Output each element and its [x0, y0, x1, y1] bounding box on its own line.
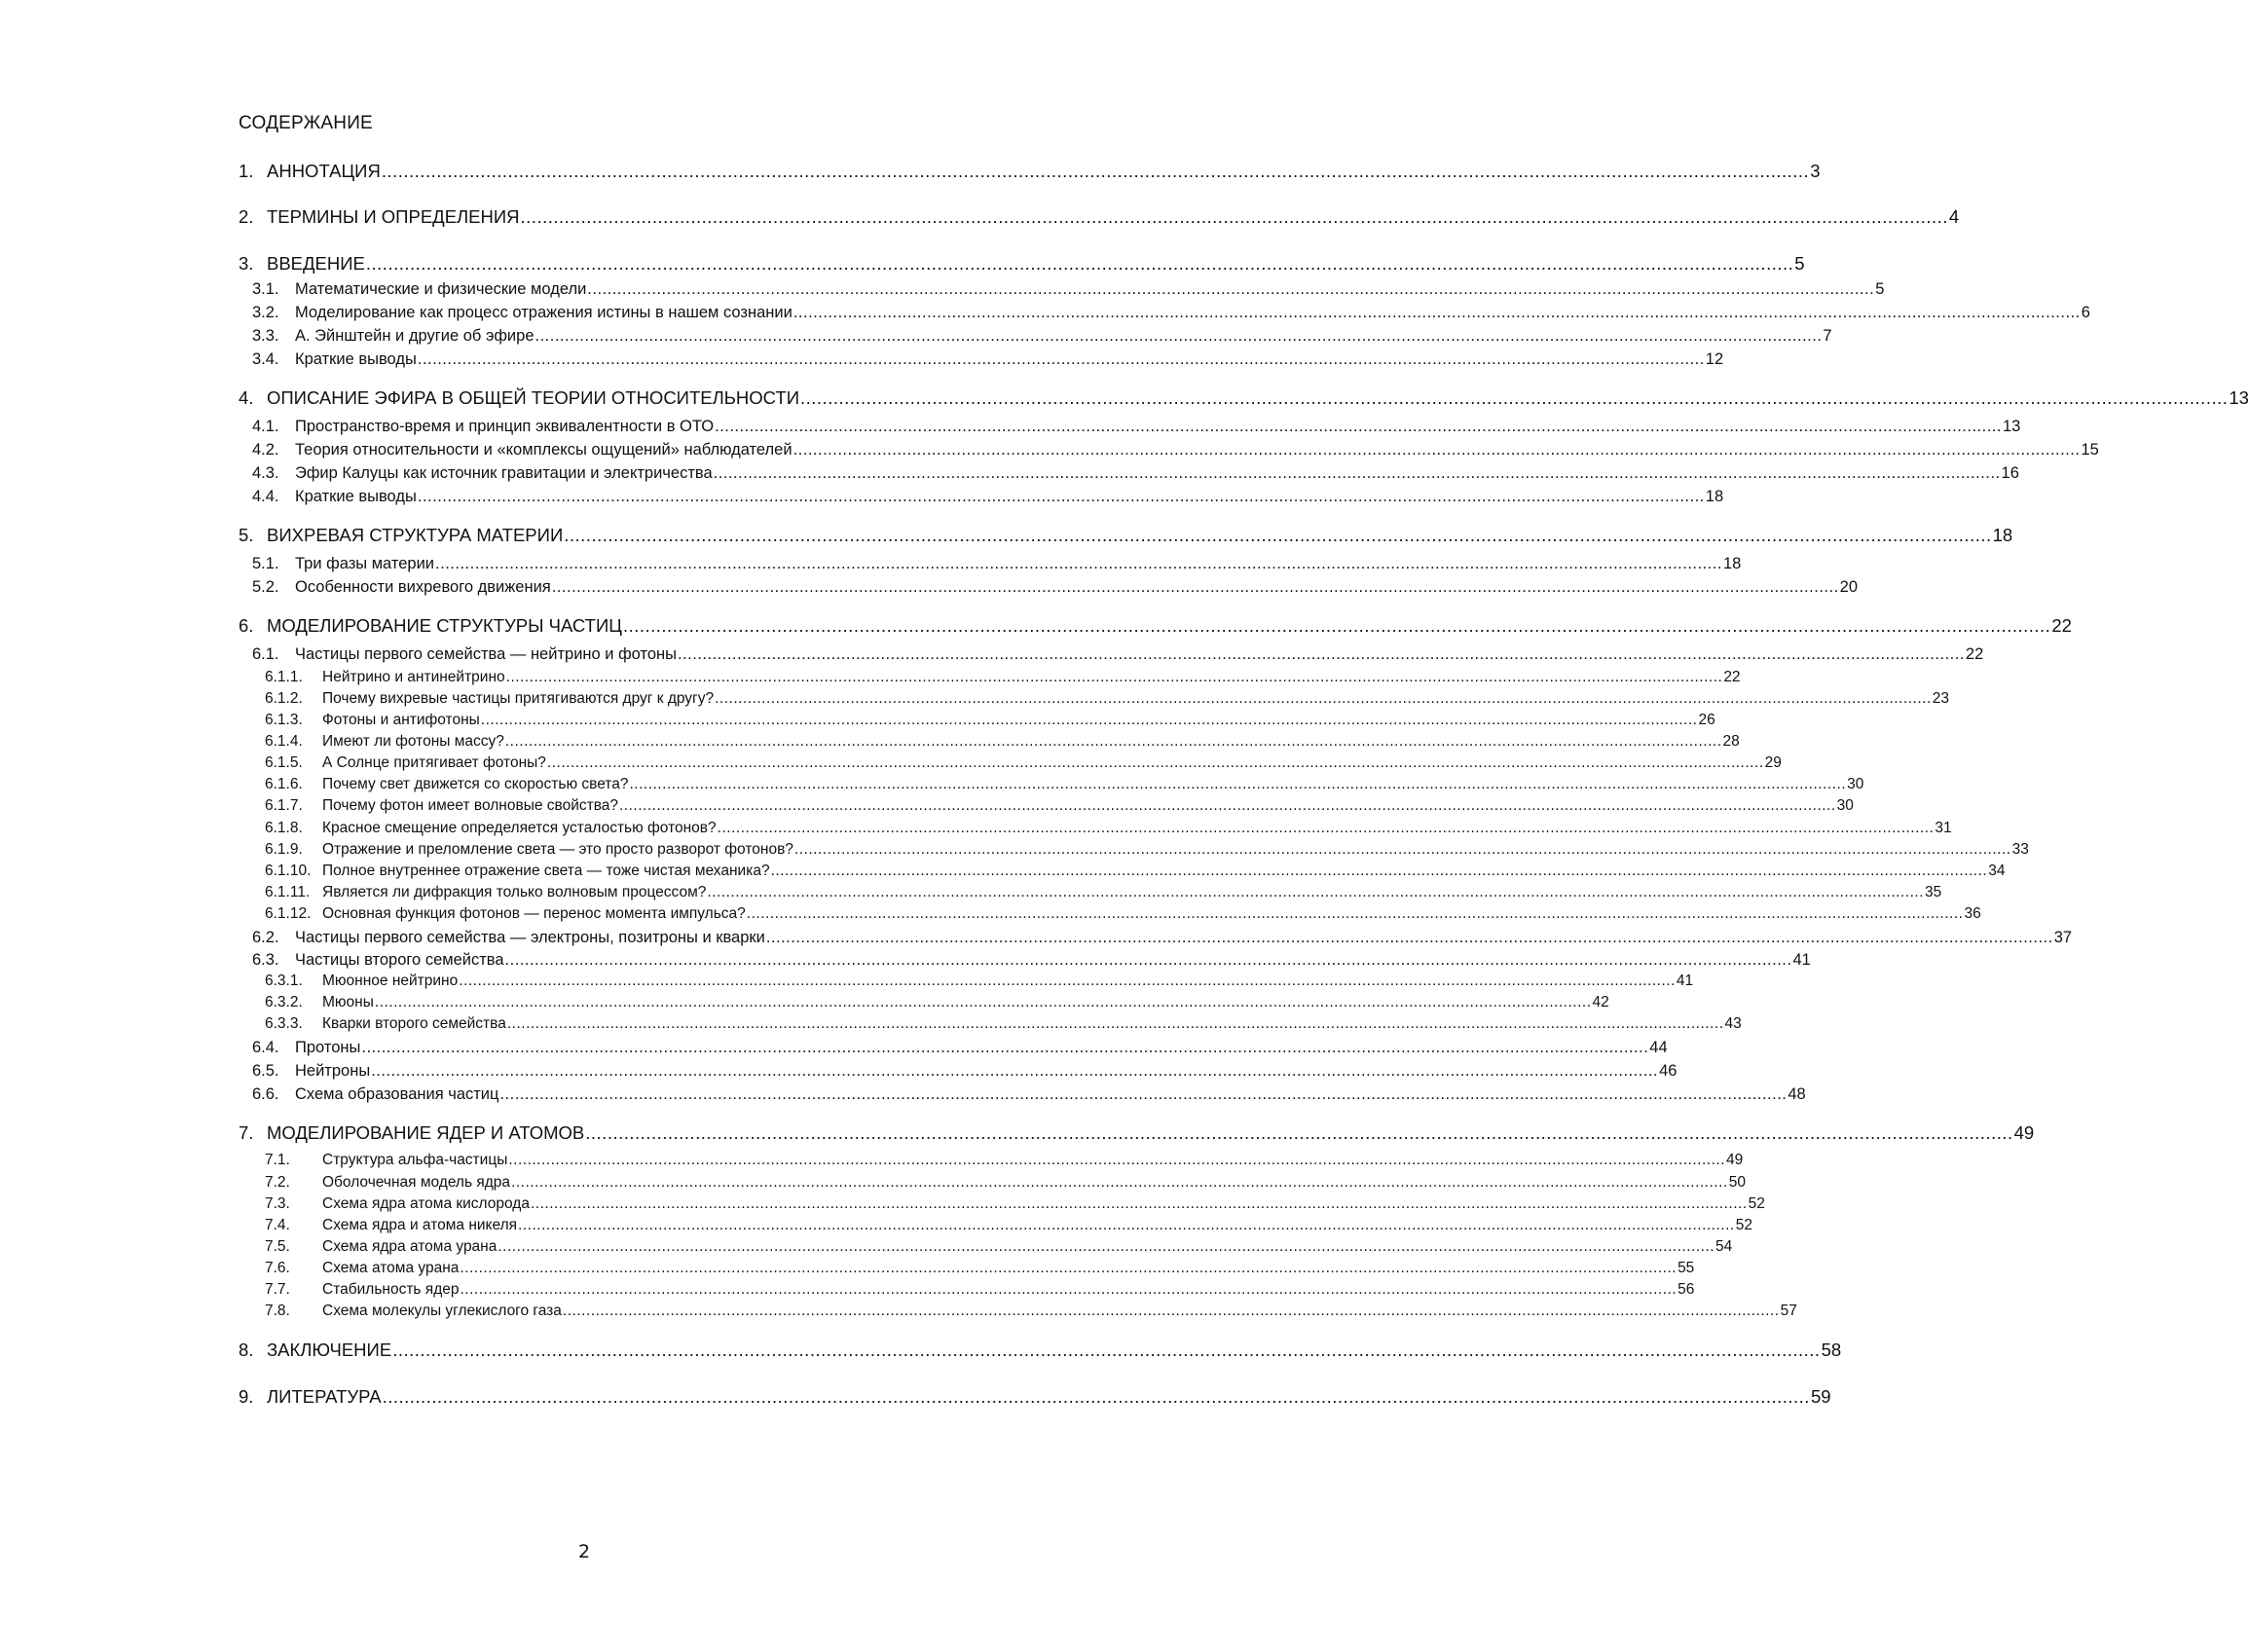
toc-leader-dots: ....................................................................................................................................................................................................................................................................	[371, 1062, 1659, 1080]
toc-leader-dots: ....................................................................................................................................................................................................................................................................	[518, 1217, 1735, 1233]
toc-entry-line	[322, 1174, 1746, 1192]
toc-entry[interactable]	[0, 733, 1740, 756]
toc-entry-number: 7.	[239, 1122, 254, 1143]
toc-entry[interactable]	[0, 1340, 1842, 1363]
toc-entry[interactable]	[0, 1062, 1678, 1085]
toc-leader-dots: ....................................................................................................................................................................................................................................................................	[793, 441, 2081, 459]
toc-entry[interactable]	[0, 1303, 1797, 1326]
toc-leader-dots: ....................................................................................................................................................................................................................................................................	[374, 994, 1592, 1010]
toc-leader-dots: ....................................................................................................................................................................................................................................................................	[498, 1238, 1715, 1255]
toc-entry-page: 34	[1988, 863, 2006, 879]
toc-entry[interactable]	[0, 578, 1859, 602]
toc-entry-number: 6.1.8.	[265, 820, 303, 836]
toc-entry-label: Схема образования частиц	[295, 1085, 499, 1103]
toc-entry[interactable]	[0, 863, 2006, 886]
toc-entry-number: 7.3.	[265, 1195, 290, 1212]
toc-entry[interactable]	[0, 776, 1864, 799]
toc-entry-page: 5	[1794, 253, 1805, 274]
toc-entry-line	[267, 161, 1821, 182]
toc-entry[interactable]	[0, 951, 1811, 974]
toc-entry-line	[295, 555, 1742, 573]
toc-entry-line	[322, 905, 1981, 923]
toc-leader-dots: ....................................................................................................................................................................................................................................................................	[382, 1386, 1810, 1407]
toc-entry-line	[295, 280, 1885, 299]
toc-entry-number: 5.1.	[252, 555, 279, 572]
toc-entry-label: Схема молекулы углекислого газа	[322, 1303, 562, 1319]
toc-entry-label: Почему вихревые частицы притягиваются друг к другу?	[322, 690, 715, 707]
toc-entry-label: Фотоны и антифотоны	[322, 712, 480, 728]
toc-entry-label: Нейтрино и антинейтрино	[322, 669, 505, 685]
toc-entry-page: 23	[1932, 690, 1950, 707]
toc-entry-page: 41	[1792, 951, 1811, 969]
toc-entry-line	[267, 525, 2013, 546]
toc-entry[interactable]	[0, 820, 1952, 843]
toc-entry-label: Мюоны	[322, 994, 374, 1010]
toc-entry-page: 16	[2001, 464, 2019, 482]
toc-entry-line	[322, 1281, 1695, 1299]
toc-entry[interactable]	[0, 905, 1981, 929]
toc-entry-label: Частицы второго семейства	[295, 951, 504, 969]
toc-entry-line	[322, 669, 1741, 686]
toc-entry-number: 1.	[239, 161, 254, 181]
toc-leader-dots: ....................................................................................................................................................................................................................................................................	[460, 1260, 1678, 1276]
toc-entry-line	[322, 1152, 1744, 1169]
toc-entry[interactable]	[0, 973, 1694, 996]
toc-entry-label: ВВЕДЕНИЕ	[267, 253, 365, 274]
toc-leader-dots: ....................................................................................................................................................................................................................................................................	[619, 797, 1836, 814]
toc-entry-line	[267, 1122, 2035, 1144]
toc-leader-dots: ....................................................................................................................................................................................................................................................................	[715, 690, 1932, 707]
toc-entry[interactable]	[0, 1386, 1831, 1410]
toc-entry-line	[322, 841, 2029, 859]
toc-entry[interactable]	[0, 615, 2072, 639]
toc-entry[interactable]	[0, 994, 1609, 1017]
toc-entry-number: 7.6.	[265, 1260, 290, 1276]
toc-entry-page: 48	[1788, 1085, 1806, 1103]
toc-entry-line	[295, 1085, 1806, 1104]
toc-entry-page: 37	[2053, 929, 2073, 946]
toc-entry-number: 2.	[239, 206, 254, 227]
toc-entry-label: Пространство-время и принцип эквивалентности в ОТО	[295, 418, 715, 435]
toc-entry-label: ВИХРЕВАЯ СТРУКТУРА МАТЕРИИ	[267, 525, 564, 545]
toc-entry[interactable]	[0, 418, 2021, 441]
toc-entry[interactable]	[0, 464, 2019, 488]
toc-entry-number: 6.3.1.	[265, 973, 303, 989]
toc-entry-number: 6.3.2.	[265, 994, 303, 1010]
toc-entry-page: 18	[1722, 555, 1742, 572]
toc-entry-number: 3.4.	[252, 350, 279, 368]
toc-entry-line	[322, 1015, 1742, 1033]
toc-leader-dots: ....................................................................................................................................................................................................................................................................	[793, 841, 2011, 858]
toc-entry[interactable]	[0, 797, 1854, 821]
toc-entry-label: А. Эйнштейн и другие об эфире	[295, 327, 535, 345]
toc-entry-line	[295, 441, 2099, 459]
toc-entry-label: ТЕРМИНЫ И ОПРЕДЕЛЕНИЯ	[267, 206, 520, 227]
toc-entry-page: 26	[1698, 712, 1715, 728]
toc-leader-dots: ....................................................................................................................................................................................................................................................................	[417, 488, 1705, 505]
toc-entry-line	[322, 754, 1782, 772]
toc-entry-line	[322, 820, 1952, 837]
toc-entry[interactable]	[0, 525, 2013, 548]
toc-entry-page: 31	[1935, 820, 1952, 836]
toc-entry-label: Краткие выводы	[295, 488, 417, 505]
toc-entry-page: 29	[1764, 754, 1782, 771]
toc-leader-dots: ....................................................................................................................................................................................................................................................................	[508, 1152, 1726, 1168]
toc-entry-line	[322, 776, 1864, 793]
toc-leader-dots: ....................................................................................................................................................................................................................................................................	[504, 951, 1792, 969]
toc-entry-line	[267, 1386, 1831, 1408]
toc-leader-dots: ....................................................................................................................................................................................................................................................................	[417, 350, 1705, 368]
toc-entry-label: ЛИТЕРАТУРА	[267, 1386, 382, 1407]
toc-entry-label: Красное смещение определяется усталостью фотонов?	[322, 820, 717, 836]
toc-entry[interactable]	[0, 1281, 1695, 1304]
toc-entry-line	[322, 733, 1740, 751]
toc-entry-page: 22	[1965, 645, 1984, 663]
toc-leader-dots: ....................................................................................................................................................................................................................................................................	[546, 754, 1764, 771]
toc-entry-label: Является ли дифракция только волновым процессом?	[322, 884, 707, 900]
toc-entry[interactable]	[0, 1260, 1695, 1283]
toc-entry-line	[267, 387, 2249, 409]
toc-leader-dots: ....................................................................................................................................................................................................................................................................	[800, 387, 2229, 408]
toc-entry-page: 28	[1722, 733, 1740, 750]
toc-entry[interactable]	[0, 161, 1821, 184]
toc-entry-page: 20	[1839, 578, 1859, 596]
toc-entry-page: 41	[1676, 973, 1694, 989]
toc-entry[interactable]	[0, 1217, 1752, 1240]
toc-entry-number: 6.	[239, 615, 254, 636]
toc-entry[interactable]	[0, 669, 1741, 692]
toc-entry-label: Три фазы материи	[295, 555, 435, 572]
toc-entry-page: 44	[1649, 1039, 1668, 1056]
toc-entry-number: 5.2.	[252, 578, 279, 596]
toc-entry-number: 3.	[239, 253, 254, 274]
toc-entry[interactable]	[0, 1238, 1733, 1262]
toc-entry-line	[295, 951, 1811, 970]
toc-entry-line	[295, 1062, 1678, 1081]
toc-entry-page: 7	[1823, 327, 1832, 345]
toc-entry-label: Мюонное нейтрино	[322, 973, 459, 989]
toc-entry-page: 18	[1992, 525, 2013, 545]
toc-entry[interactable]	[0, 1152, 1744, 1175]
toc-entry-line	[295, 350, 1724, 369]
toc-entry-line	[295, 578, 1859, 597]
toc-entry[interactable]	[0, 441, 2099, 464]
toc-entry-number: 7.7.	[265, 1281, 290, 1298]
toc-entry-label: Схема ядра атома урана	[322, 1238, 498, 1255]
toc-entry-page: 56	[1678, 1281, 1695, 1298]
toc-entry-page: 33	[2011, 841, 2029, 858]
toc-entry-label: Схема ядра и атома никеля	[322, 1217, 518, 1233]
toc-entry-page: 18	[1705, 488, 1724, 505]
toc-entry-number: 4.4.	[252, 488, 279, 505]
toc-leader-dots: ....................................................................................................................................................................................................................................................................	[505, 669, 1723, 685]
toc-leader-dots: ....................................................................................................................................................................................................................................................................	[715, 418, 2002, 435]
toc-leader-dots: ....................................................................................................................................................................................................................................................................	[365, 253, 1794, 274]
toc-leader-dots: ....................................................................................................................................................................................................................................................................	[520, 206, 1948, 227]
page-number: 2	[577, 1541, 591, 1562]
toc-entry-line	[295, 327, 1832, 346]
toc-entry-line	[322, 1260, 1695, 1277]
toc-leader-dots: ....................................................................................................................................................................................................................................................................	[361, 1039, 1649, 1056]
toc-entry-number: 7.8.	[265, 1303, 290, 1319]
toc-leader-dots: ....................................................................................................................................................................................................................................................................	[460, 1281, 1678, 1298]
toc-entry-line	[295, 929, 2073, 947]
toc-entry[interactable]	[0, 1195, 1765, 1219]
toc-leader-dots: ....................................................................................................................................................................................................................................................................	[506, 1015, 1724, 1032]
toc-entry-page: 3	[1810, 161, 1821, 181]
toc-entry-page: 6	[2081, 304, 2090, 321]
toc-leader-dots: ....................................................................................................................................................................................................................................................................	[564, 525, 1992, 545]
toc-entry-page: 30	[1836, 797, 1854, 814]
toc-entry-number: 6.3.	[252, 951, 279, 969]
toc-entry-label: МОДЕЛИРОВАНИЕ СТРУКТУРЫ ЧАСТИЦ	[267, 615, 622, 636]
toc-entry[interactable]	[0, 884, 1942, 907]
toc-entry-label: Краткие выводы	[295, 350, 417, 368]
toc-entry-page: 49	[2013, 1122, 2035, 1143]
toc-entry-number: 6.2.	[252, 929, 279, 946]
toc-entry-page: 22	[2051, 615, 2072, 636]
toc-entry[interactable]	[0, 304, 2090, 327]
toc-leader-dots: ....................................................................................................................................................................................................................................................................	[459, 973, 1676, 989]
toc-entry[interactable]	[0, 350, 1724, 374]
toc-leader-dots: ....................................................................................................................................................................................................................................................................	[480, 712, 1698, 728]
toc-entry-line	[322, 1303, 1797, 1320]
toc-leader-dots: ....................................................................................................................................................................................................................................................................	[770, 863, 1988, 879]
toc-entry-page: 12	[1705, 350, 1724, 368]
toc-entry-line	[322, 712, 1715, 729]
toc-leader-dots: ....................................................................................................................................................................................................................................................................	[765, 929, 2053, 946]
toc-entry[interactable]	[0, 841, 2029, 864]
toc-entry-number: 7.4.	[265, 1217, 290, 1233]
toc-entry-number: 6.1.6.	[265, 776, 303, 792]
toc-entry-page: 52	[1748, 1195, 1765, 1212]
toc-entry-page: 30	[1847, 776, 1864, 792]
toc-entry[interactable]	[0, 280, 1885, 304]
toc-leader-dots: ....................................................................................................................................................................................................................................................................	[629, 776, 1847, 792]
toc-entry[interactable]	[0, 387, 2249, 411]
toc-entry-line	[322, 973, 1694, 990]
toc-entry-line	[322, 1238, 1733, 1256]
toc-entry-label: Схема ядра атома кислорода	[322, 1195, 530, 1212]
toc-entry-page: 55	[1678, 1260, 1695, 1276]
toc-entry-number: 6.4.	[252, 1039, 279, 1056]
toc-entry-number: 6.1.11.	[265, 884, 311, 900]
toc-entry-page: 42	[1592, 994, 1609, 1010]
toc-entry-page: 49	[1726, 1152, 1744, 1168]
toc-entry-page: 43	[1724, 1015, 1742, 1032]
toc-entry-number: 9.	[239, 1386, 254, 1407]
toc-entry-number: 6.1.9.	[265, 841, 303, 858]
toc-entry-line	[322, 863, 2006, 880]
toc-entry-line	[295, 488, 1724, 506]
toc-leader-dots: ....................................................................................................................................................................................................................................................................	[535, 327, 1823, 345]
toc-entry[interactable]	[0, 555, 1742, 578]
toc-entry-label: Протоны	[295, 1039, 361, 1056]
toc-entry-number: 7.5.	[265, 1238, 290, 1255]
toc-entry-page: 13	[2002, 418, 2021, 435]
toc-entry-line	[322, 1195, 1765, 1213]
toc-entry-number: 3.2.	[252, 304, 279, 321]
toc-entry-line	[322, 884, 1942, 901]
toc-entry[interactable]	[0, 1085, 1806, 1109]
toc-entry-label: Кварки второго семейства	[322, 1015, 506, 1032]
toc-entry-number: 6.1.1.	[265, 669, 303, 685]
toc-leader-dots: ....................................................................................................................................................................................................................................................................	[587, 280, 1875, 298]
toc-entry-number: 6.1.5.	[265, 754, 303, 771]
toc-leader-dots: ....................................................................................................................................................................................................................................................................	[562, 1303, 1780, 1319]
toc-entry-number: 6.1.	[252, 645, 279, 663]
toc-entry[interactable]	[0, 754, 1782, 778]
toc-leader-dots: ....................................................................................................................................................................................................................................................................	[381, 161, 1810, 181]
toc-entry-page: 57	[1780, 1303, 1797, 1319]
toc-leader-dots: ....................................................................................................................................................................................................................................................................	[793, 304, 2081, 321]
toc-entry-label: Имеют ли фотоны массу?	[322, 733, 504, 750]
toc-entry-number: 4.1.	[252, 418, 279, 435]
toc-entry[interactable]	[0, 690, 1950, 714]
toc-entry-label: Оболочечная модель ядра	[322, 1174, 511, 1191]
toc-entry-number: 6.6.	[252, 1085, 279, 1103]
toc-entry-page: 5	[1875, 280, 1885, 298]
toc-entry-line	[322, 690, 1950, 708]
toc-leader-dots: ....................................................................................................................................................................................................................................................................	[499, 1085, 1788, 1103]
toc-leader-dots: ....................................................................................................................................................................................................................................................................	[435, 555, 1722, 572]
toc-entry-number: 3.3.	[252, 327, 279, 345]
toc-entry[interactable]	[0, 488, 1724, 511]
toc-entry-label: Теория относительности и «комплексы ощущений» наблюдателей	[295, 441, 793, 459]
toc-entry-label: ОПИСАНИЕ ЭФИРА В ОБЩЕЙ ТЕОРИИ ОТНОСИТЕЛЬНОСТИ	[267, 387, 799, 408]
toc-entry-line	[295, 645, 1984, 664]
toc-entry-label: Отражение и преломление света — это просто разворот фотонов?	[322, 841, 793, 858]
toc-entry-label: Основная функция фотонов — перенос момента импульса?	[322, 905, 746, 922]
toc-entry-label: Почему фотон имеет волновые свойства?	[322, 797, 618, 814]
toc-entry-page: 46	[1659, 1062, 1678, 1080]
toc-leader-dots: ....................................................................................................................................................................................................................................................................	[678, 645, 1965, 663]
toc-entry-page: 50	[1728, 1174, 1746, 1191]
toc-entry-line	[322, 797, 1854, 815]
toc-entry-number: 6.1.10.	[265, 863, 312, 879]
toc-entry-line	[322, 1217, 1752, 1234]
toc-entry[interactable]	[0, 1174, 1746, 1197]
toc-entry-number: 6.3.3.	[265, 1015, 303, 1032]
toc-entry-label: АННОТАЦИЯ	[267, 161, 381, 181]
toc-entry-page: 36	[1964, 905, 1981, 922]
toc-leader-dots: ....................................................................................................................................................................................................................................................................	[717, 820, 1935, 836]
toc-entry[interactable]	[0, 645, 1984, 669]
toc-entry[interactable]	[0, 929, 2073, 952]
toc-leader-dots: ....................................................................................................................................................................................................................................................................	[585, 1122, 2013, 1143]
toc-entry-label: Эфир Калуцы как источник гравитации и электричества	[295, 464, 713, 482]
toc-entry-page: 15	[2081, 441, 2099, 459]
page-title: СОДЕРЖАНИЕ	[239, 113, 373, 133]
toc-entry[interactable]	[0, 1122, 2035, 1146]
toc-entry-number: 8.	[239, 1340, 254, 1360]
toc-entry-page: 54	[1715, 1238, 1733, 1255]
toc-entry-number: 7.2.	[265, 1174, 290, 1191]
toc-leader-dots: ....................................................................................................................................................................................................................................................................	[392, 1340, 1821, 1360]
toc-entry-line	[295, 1039, 1668, 1057]
toc-entry[interactable]	[0, 1039, 1668, 1062]
toc-entry-line	[295, 464, 2019, 483]
toc-entry-page: 59	[1810, 1386, 1831, 1407]
toc-entry[interactable]	[0, 206, 1960, 230]
toc-leader-dots: ....................................................................................................................................................................................................................................................................	[504, 733, 1722, 750]
toc-leader-dots: ....................................................................................................................................................................................................................................................................	[713, 464, 2001, 482]
toc-entry-label: Частицы первого семейства — нейтрино и фотоны	[295, 645, 677, 663]
toc-entry-page: 58	[1821, 1340, 1842, 1360]
toc-entry-page: 22	[1723, 669, 1741, 685]
toc-entry-label: А Солнце притягивает фотоны?	[322, 754, 546, 771]
toc-entry[interactable]	[0, 253, 1805, 276]
toc-entry-number: 6.5.	[252, 1062, 279, 1080]
toc-leader-dots: ....................................................................................................................................................................................................................................................................	[622, 615, 2051, 636]
toc-entry-number: 6.1.12.	[265, 905, 312, 922]
toc-entry-number: 6.1.2.	[265, 690, 303, 707]
toc-entry-label: Особенности вихревого движения	[295, 578, 551, 596]
toc-entry-label: Схема атома урана	[322, 1260, 460, 1276]
toc-entry-line	[322, 994, 1609, 1011]
toc-entry[interactable]	[0, 1015, 1742, 1039]
toc-entry-label: Структура альфа-частицы	[322, 1152, 508, 1168]
toc-entry-number: 4.	[239, 387, 254, 408]
toc-entry-number: 6.1.4.	[265, 733, 303, 750]
toc-entry-label: МОДЕЛИРОВАНИЕ ЯДЕР И АТОМОВ	[267, 1122, 585, 1143]
toc-entry[interactable]	[0, 712, 1715, 735]
toc-entry[interactable]	[0, 327, 1832, 350]
toc-entry-page: 13	[2229, 387, 2249, 408]
toc-entry-line	[267, 253, 1805, 275]
toc-entry-label: Моделирование как процесс отражения истины в нашем сознании	[295, 304, 793, 321]
toc-entry-number: 6.1.7.	[265, 797, 303, 814]
toc-entry-number: 3.1.	[252, 280, 279, 298]
toc-entry-line	[295, 418, 2021, 436]
toc-entry-page: 4	[1948, 206, 1960, 227]
toc-entry-label: Почему свет движется со скоростью света?	[322, 776, 629, 792]
toc-leader-dots: ....................................................................................................................................................................................................................................................................	[746, 905, 1964, 922]
toc-entry-line	[267, 206, 1960, 228]
toc-entry-label: Математические и физические модели	[295, 280, 587, 298]
toc-entry-number: 7.1.	[265, 1152, 290, 1168]
toc-entry-line	[267, 615, 2072, 637]
toc-entry-number: 5.	[239, 525, 254, 545]
toc-leader-dots: ....................................................................................................................................................................................................................................................................	[551, 578, 1839, 596]
toc-entry-label: Стабильность ядер	[322, 1281, 460, 1298]
toc-entry-page: 52	[1735, 1217, 1752, 1233]
toc-entry-label: ЗАКЛЮЧЕНИЕ	[267, 1340, 392, 1360]
toc-entry-label: Частицы первого семейства — электроны, позитроны и кварки	[295, 929, 765, 946]
toc-entry-label: Полное внутреннее отражение света — тоже чистая механика?	[322, 863, 770, 879]
toc-leader-dots: ....................................................................................................................................................................................................................................................................	[511, 1174, 1728, 1191]
toc-entry-line	[267, 1340, 1842, 1361]
toc-entry-number: 4.3.	[252, 464, 279, 482]
toc-leader-dots: ....................................................................................................................................................................................................................................................................	[707, 884, 1925, 900]
toc-entry-number: 4.2.	[252, 441, 279, 459]
toc-entry-page: 35	[1925, 884, 1942, 900]
toc-leader-dots: ....................................................................................................................................................................................................................................................................	[530, 1195, 1748, 1212]
toc-entry-label: Нейтроны	[295, 1062, 371, 1080]
toc-entry-number: 6.1.3.	[265, 712, 303, 728]
toc-entry-line	[295, 304, 2090, 322]
